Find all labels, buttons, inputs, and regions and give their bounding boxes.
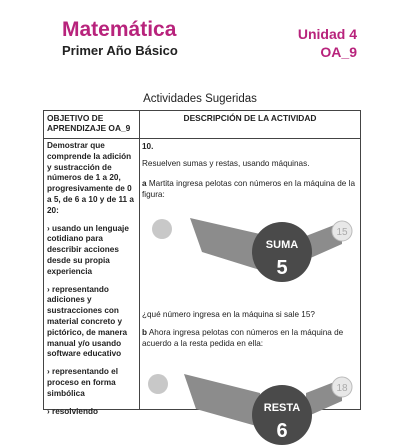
resta-machine-figure: [144, 357, 358, 447]
operation-label: SUMA: [265, 239, 299, 251]
suma-machine-figure: [144, 204, 358, 304]
part-b-letter: b: [142, 328, 148, 337]
part-a-body: Martita ingresa pelotas con números en la máquina de la figura:: [142, 179, 356, 199]
input-ball: [148, 374, 168, 394]
operation-label: RESTA: [263, 402, 301, 414]
column-divider: [139, 111, 140, 409]
activities-table: [43, 110, 361, 442]
objective-bullet: › resolviendo: [47, 406, 98, 416]
objective-text: Demostrar que comprende la adición y sustracción de números de 1 a 20, progresivamente de 0 a 5, de 6 a 10 y de 11 a 20:: [47, 141, 134, 215]
input-ball: [152, 219, 172, 239]
output-value: 15: [336, 227, 348, 238]
grade-subtitle: Primer Año Básico: [62, 43, 178, 58]
objective-column-header: OBJETIVO DE APRENDIZAJE OA_9: [47, 113, 131, 133]
unit-info: [298, 25, 357, 61]
objective-cell: [47, 141, 137, 424]
section-title: Actividades Sugeridas: [143, 93, 257, 105]
activity-number: 10.: [142, 142, 154, 151]
operation-number: 5: [276, 257, 288, 279]
activity-intro: Resuelven sumas y restas, usando máquinas.: [142, 159, 310, 168]
objective-bullet: › usando un lenguaje cotidiano para describir acciones desde su propia experiencia: [47, 223, 129, 276]
activity-cell: [142, 141, 360, 442]
objective-bullet: › representando adiciones y sustracciones con material concreto y pictórico, de manera manual y/o usando software educativo: [47, 284, 128, 359]
input-funnel: [190, 218, 260, 270]
part-a-letter: a: [142, 179, 147, 188]
oa-label: OA_9: [320, 44, 357, 60]
objective-bullet: › representando el proceso en forma simbólica: [47, 367, 118, 398]
question-text: ¿qué número ingresa en la máquina si sale 15?: [142, 310, 315, 319]
part-a-text: [142, 178, 360, 200]
header-divider: [44, 138, 360, 139]
unit-label: Unidad 4: [297, 26, 357, 42]
operation-number: 6: [276, 420, 288, 442]
input-funnel: [184, 374, 260, 427]
part-b-text: [142, 327, 360, 349]
output-value: 18: [336, 383, 348, 394]
part-b-body: Ahora ingresa pelotas con números en la máquina de acuerdo a la resta pedida en ella:: [142, 328, 344, 348]
subject-title: Matemática: [62, 18, 177, 41]
activity-column-header: DESCRIPCIÓN DE LA ACTIVIDAD: [183, 113, 317, 123]
